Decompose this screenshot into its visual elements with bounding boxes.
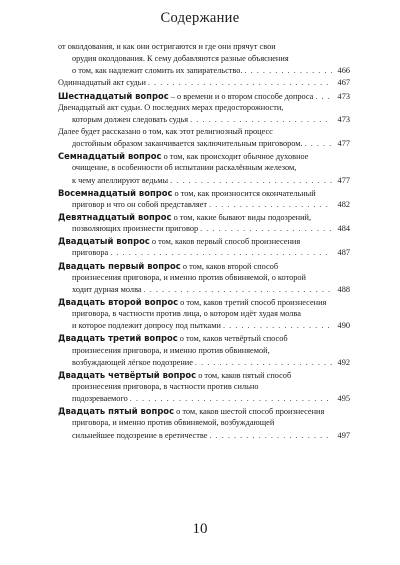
toc-entry-text bbox=[58, 371, 291, 380]
toc-entry-line-text: произнесения приговора, и именно против обвиняемой, о которой bbox=[72, 272, 306, 282]
toc-entry-line-text: ходит дурная молва bbox=[72, 284, 142, 294]
toc-entry-line bbox=[58, 357, 350, 369]
dot-leader bbox=[223, 320, 332, 332]
toc-entry-line bbox=[58, 223, 350, 235]
toc-entry-text bbox=[72, 430, 207, 442]
toc-entry-line-text: возбуждающей лёгкое подозрение bbox=[72, 357, 193, 367]
toc-entry-text bbox=[58, 237, 300, 246]
dot-leader bbox=[190, 114, 332, 126]
question-heading: Семнадцатый вопрос bbox=[58, 151, 162, 162]
toc-entry-line-text: о том, каков первый способ произнесения bbox=[149, 237, 301, 247]
toc-entry-text bbox=[58, 77, 146, 89]
toc-entry-text bbox=[58, 90, 313, 102]
toc-entry-line bbox=[58, 77, 350, 89]
toc-entry-text bbox=[72, 199, 207, 211]
toc-page-number: 473 bbox=[337, 114, 350, 124]
toc-entry-text bbox=[72, 247, 108, 259]
toc-entry-line bbox=[58, 162, 350, 174]
toc-entry-line bbox=[58, 41, 350, 53]
toc-entry-line-text: о том, каков четвёртый способ bbox=[177, 334, 288, 344]
toc-page-number: 466 bbox=[337, 66, 350, 76]
dot-leader bbox=[200, 223, 332, 235]
toc-page-number: 488 bbox=[337, 284, 350, 294]
toc-entry bbox=[58, 405, 350, 441]
toc-entry-text bbox=[72, 418, 274, 427]
toc-entry-line-text: о том, как надлежит сломить их запирательство. bbox=[72, 66, 243, 76]
dot-leader bbox=[305, 138, 332, 150]
toc-entry-text bbox=[72, 114, 188, 126]
dot-leader bbox=[170, 175, 332, 187]
toc-entry-text bbox=[58, 189, 316, 198]
dot-leader bbox=[195, 357, 332, 369]
toc-entry-text bbox=[58, 103, 283, 112]
question-heading: Девятнадцатый вопрос bbox=[58, 211, 172, 222]
question-heading: Двадцатый вопрос bbox=[58, 236, 150, 247]
toc-entry-text bbox=[72, 175, 168, 187]
toc-entry-line-text: от околдования, и как они остригаются и где они прячут свои bbox=[58, 42, 276, 51]
toc-entry-line bbox=[58, 175, 350, 187]
toc-entry-line bbox=[58, 345, 350, 357]
toc-entry-line-text: Двенадцатый акт судьи. О последних мерах предосторожности, bbox=[58, 102, 284, 112]
toc-entry-line-text: сильнейшее подозрение в еретичестве bbox=[72, 430, 208, 440]
dot-leader bbox=[209, 199, 332, 211]
toc-entry bbox=[58, 102, 350, 126]
toc-entry-line bbox=[58, 369, 350, 381]
toc-entry-line bbox=[58, 90, 350, 102]
toc-entry bbox=[58, 90, 350, 102]
question-heading: Двадцать второй вопрос bbox=[58, 296, 179, 307]
toc-entry-line bbox=[58, 417, 350, 429]
toc-entry-line-text: приговор и что он собой представляет bbox=[72, 199, 207, 209]
toc-entry-text bbox=[58, 152, 308, 161]
toc-entry-line bbox=[58, 296, 350, 308]
toc-entry-text bbox=[58, 262, 278, 271]
toc-entry-line bbox=[58, 235, 350, 247]
toc-entry-text bbox=[58, 127, 273, 136]
toc-entry-line bbox=[58, 260, 350, 272]
toc-entry-line-text: достойным образом заканчивается заключительным приговором. bbox=[72, 139, 303, 149]
toc-entry-text bbox=[72, 54, 289, 63]
toc-entry-text bbox=[72, 320, 221, 332]
toc-entry bbox=[58, 150, 350, 186]
question-heading: Шестнадцатый вопрос bbox=[58, 90, 169, 101]
toc-page-number: 467 bbox=[337, 78, 350, 88]
dot-leader bbox=[148, 77, 332, 89]
toc-entry-line-text: Далее будет рассказано о том, как этот религиозный процесс bbox=[58, 126, 273, 136]
toc-page-number: 492 bbox=[337, 357, 350, 367]
toc-entry-line-text: о том, каков третий способ произнесения bbox=[178, 297, 327, 307]
toc-entry-text bbox=[58, 213, 311, 222]
toc-entry-text bbox=[58, 298, 326, 307]
toc-page-number: 482 bbox=[337, 199, 350, 209]
toc-entry-line-text: которым должен следовать судья bbox=[72, 114, 189, 124]
toc-entry-line-text: произнесения приговора, в частности против сильно bbox=[72, 381, 259, 391]
toc-entry-text bbox=[72, 65, 242, 77]
toc-entry-line bbox=[58, 272, 350, 284]
toc-entry bbox=[58, 369, 350, 405]
toc-entry-text bbox=[72, 393, 128, 405]
toc-page-number: 490 bbox=[337, 321, 350, 331]
toc-entry-text bbox=[72, 273, 306, 282]
toc-entry-line bbox=[58, 405, 350, 417]
question-heading: Двадцать первый вопрос bbox=[58, 260, 181, 271]
toc-entry-line-text: о том, каков второй способ bbox=[180, 261, 279, 271]
dot-leader bbox=[110, 247, 332, 259]
toc-entry-line bbox=[58, 393, 350, 405]
toc-entry-line-text: о том, как происходит обычное духовное bbox=[161, 152, 309, 162]
toc-entry-text bbox=[72, 163, 296, 172]
toc-entry-line-text: позволяющих произнести приговор bbox=[72, 224, 199, 234]
toc-page-number: 477 bbox=[337, 139, 350, 149]
dot-leader bbox=[315, 91, 332, 102]
toc-entry-text bbox=[72, 284, 142, 296]
toc-entry-line-text: о том, каков пятый способ bbox=[196, 370, 292, 380]
toc-entry bbox=[58, 260, 350, 296]
toc-entry-line bbox=[58, 430, 350, 442]
toc-entry bbox=[58, 126, 350, 150]
toc-entry-line-text: приговора, и именно против обвиняемой, возбуждающей bbox=[72, 418, 275, 428]
toc-entry bbox=[58, 77, 350, 89]
toc-entry-line bbox=[58, 187, 350, 199]
toc-entry bbox=[58, 296, 350, 332]
toc-entry-line-text: приговора, в частности против лица, о котором идёт худая молва bbox=[72, 309, 301, 319]
toc-entry-line bbox=[58, 102, 350, 114]
toc-entry-text bbox=[72, 138, 303, 150]
toc-page-number: 484 bbox=[337, 224, 350, 234]
toc-entry bbox=[58, 235, 350, 259]
toc-entry-text bbox=[58, 407, 324, 416]
toc-entry-line-text: Одиннадцатый акт судьи bbox=[58, 78, 146, 88]
toc-page-number: 473 bbox=[337, 91, 350, 101]
table-of-contents bbox=[58, 41, 350, 442]
toc-entry-line-text: о том, каков шестой способ произнесения bbox=[174, 407, 325, 417]
toc-entry bbox=[58, 211, 350, 235]
toc-entry bbox=[58, 332, 350, 368]
toc-entry-line bbox=[58, 211, 350, 223]
dot-leader bbox=[130, 393, 332, 405]
toc-entry-line bbox=[58, 126, 350, 138]
page-title: Содержание bbox=[160, 10, 240, 26]
dot-leader bbox=[244, 65, 332, 77]
toc-entry-text bbox=[58, 42, 276, 51]
toc-entry bbox=[58, 187, 350, 211]
toc-entry-line-text: произнесения приговора, и именно против обвиняемой, bbox=[72, 345, 270, 355]
toc-page-number: 477 bbox=[337, 175, 350, 185]
toc-entry-line bbox=[58, 284, 350, 296]
toc-entry-text bbox=[72, 309, 301, 318]
question-heading: Двадцать третий вопрос bbox=[58, 333, 178, 344]
toc-entry-line bbox=[58, 53, 350, 65]
toc-entry-line bbox=[58, 308, 350, 320]
toc-entry-line bbox=[58, 320, 350, 332]
toc-entry-line bbox=[58, 332, 350, 344]
toc-entry-line-text: о том, какие бывают виды подозрений, bbox=[171, 212, 312, 222]
toc-entry-line bbox=[58, 114, 350, 126]
toc-entry-text bbox=[58, 334, 288, 343]
toc-entry-line-text: о том, как произносится окончательный bbox=[172, 188, 316, 198]
dot-leader bbox=[209, 430, 332, 442]
dot-leader bbox=[144, 284, 332, 296]
toc-entry-line-text: подозреваемого bbox=[72, 394, 128, 404]
toc-page-number: 487 bbox=[337, 248, 350, 258]
toc-entry-line bbox=[58, 247, 350, 259]
toc-entry-text bbox=[72, 357, 193, 369]
question-heading: Двадцать пятый вопрос bbox=[58, 406, 175, 417]
toc-entry-line-text: орудия околдования. К сему добавляются разные объяснения bbox=[72, 54, 289, 64]
toc-entry-line-text: – о времени и о втором способе допроса bbox=[168, 91, 314, 101]
toc-entry-line bbox=[58, 381, 350, 393]
question-heading: Двадцать четвёртый вопрос bbox=[58, 369, 197, 380]
toc-entry-line-text: приговора bbox=[72, 248, 109, 258]
toc-entry-line-text: очищение, в особенности об испытании раскалённым железом, bbox=[72, 163, 297, 173]
page-number: 10 bbox=[192, 521, 208, 537]
toc-entry-line bbox=[58, 65, 350, 77]
toc-entry-text bbox=[72, 346, 270, 355]
toc-entry-line-text: и которое подлежит допросу под пытками bbox=[72, 321, 221, 331]
toc-entry-text bbox=[72, 382, 258, 391]
toc-page-number: 495 bbox=[337, 394, 350, 404]
toc-page-number: 497 bbox=[337, 430, 350, 440]
toc-entry bbox=[58, 41, 350, 77]
toc-entry-line bbox=[58, 199, 350, 211]
toc-entry-line-text: к чему апеллируют ведьмы bbox=[72, 175, 169, 185]
toc-entry-line bbox=[58, 150, 350, 162]
toc-entry-text bbox=[72, 223, 198, 235]
question-heading: Восемнадцатый вопрос bbox=[58, 187, 173, 198]
toc-entry-line bbox=[58, 138, 350, 150]
